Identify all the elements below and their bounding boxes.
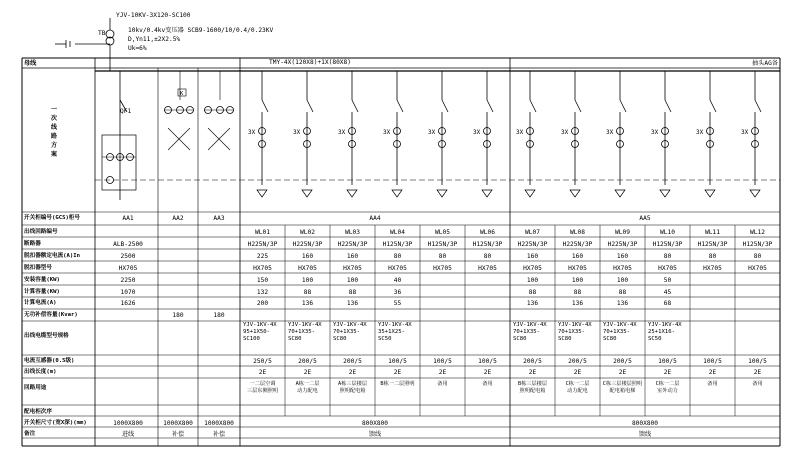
circuit-5-switch (442, 100, 448, 112)
row-label-len: 出线长度(m) (24, 369, 57, 375)
circuit-1-install: 150 (256, 277, 269, 284)
circuit-2-current: 136 (301, 300, 314, 307)
circuit-4-breaker: H125N/3P (382, 241, 413, 248)
circuit-10-len: 2E (663, 369, 672, 376)
scheme-vertical-label: 一 次 线 路 方 案 (50, 106, 57, 158)
circuit-5-len: 2E (438, 369, 447, 376)
circuit-4-install: 40 (393, 277, 402, 284)
circuit-1-len: 2E (258, 369, 267, 376)
circuit-5-arrow (437, 190, 447, 197)
row-label-current: 计算电流(A) (24, 300, 57, 306)
circuit-9-calc: 88 (618, 289, 627, 296)
qf1-label: QF1 (120, 108, 132, 115)
circuit-5-purpose: 备用 (437, 381, 448, 387)
circuit-6-setting: 80 (483, 253, 492, 260)
circuit-8-switch (575, 100, 581, 112)
cabinet-aa2: AA2 (172, 215, 184, 222)
circuit-2-ct-label: 3X (293, 129, 301, 136)
cabinet-aa3: AA3 (213, 215, 225, 222)
circuit-12-purpose: 备用 (752, 381, 763, 387)
circuit-6-ct: 100/5 (478, 358, 497, 365)
row-label-calc: 计算容量(KW) (24, 289, 60, 295)
circuit-3-breaker: H225N/3P (337, 241, 368, 248)
circuit-1-calc: 132 (256, 289, 269, 296)
circuit-2-install: 100 (301, 277, 314, 284)
aa1-dims: 1000X800 (113, 420, 143, 427)
circuit-6-ct-label: 3X (473, 129, 481, 136)
row-label-release: 脱扣器型号 (24, 265, 52, 271)
circuit-4-cable: YJV-1KV-4X 35+1X25- SC50 (378, 322, 412, 342)
circuit-10-setting: 80 (663, 253, 672, 260)
circuit-11-switch (710, 100, 716, 112)
cabinet-aa1: AA1 (122, 215, 134, 222)
circuit-5-ct-label: 3X (428, 129, 436, 136)
busbar-right-label: 抽头AG备 (752, 60, 779, 67)
circuit-4-ct: 100/5 (388, 358, 407, 365)
circuit-9-purpose: C栋三层楼层照明 配电箱电梯 (602, 381, 643, 394)
circuit-8-len: 2E (573, 369, 582, 376)
circuit-10-release: HX705 (658, 265, 677, 272)
transformer-group: D,Yn11,±2X2.5% (128, 36, 181, 43)
circuit-6-purpose: 备用 (482, 381, 493, 387)
circuit-9-len: 2E (618, 369, 627, 376)
circuit-8-release: HX705 (568, 265, 587, 272)
circuit-7-ct: 200/5 (523, 358, 542, 365)
circuit-3-no: WL03 (345, 229, 360, 236)
row-label-install: 安装容量(KW) (24, 277, 60, 283)
circuit-9-switch (620, 100, 626, 112)
circuit-7-ct-label: 3X (516, 129, 524, 136)
circuit-10-switch (665, 100, 671, 112)
circuit-11-breaker: H125N/3P (697, 241, 728, 248)
circuit-6-no: WL06 (480, 229, 495, 236)
circuit-7-release: HX705 (523, 265, 542, 272)
busbar-spec: TMY-4X(120X8)+1X(80X8) (269, 59, 351, 66)
circuit-9-setting: 160 (616, 253, 629, 260)
aa4-note: 馈线 (368, 431, 382, 438)
aa3-note: 补偿 (212, 431, 226, 438)
tb-label: TB (98, 30, 106, 37)
aa5-note: 馈线 (638, 431, 652, 438)
row-label-comp: 无功补偿容量(Kvar) (24, 312, 78, 318)
aa4-dims: 800X800 (361, 420, 389, 427)
circuit-3-calc: 88 (348, 289, 357, 296)
circuit-9-ct: 200/5 (613, 358, 632, 365)
circuit-9-current: 136 (616, 300, 629, 307)
circuit-7-purpose: B栋三层楼层 照明配电箱 (517, 381, 548, 394)
circuit-1-ct-label: 3X (248, 129, 256, 136)
circuit-10-current: 68 (663, 300, 672, 307)
circuit-2-len: 2E (303, 369, 312, 376)
circuit-8-current: 136 (571, 300, 584, 307)
circuit-9-install: 100 (616, 277, 629, 284)
circuit-8-purpose: C栋一二层 动力配电 (565, 381, 590, 394)
circuit-7-install: 100 (526, 277, 539, 284)
circuit-3-ct: 200/5 (343, 358, 362, 365)
circuit-1-arrow (257, 190, 267, 197)
circuit-8-arrow (570, 190, 580, 197)
circuit-3-current: 136 (346, 300, 359, 307)
circuit-9-release: HX705 (613, 265, 632, 272)
circuit-12-ct-label: 3X (741, 129, 749, 136)
transformer-name: 10kv/0.4kv变压器 SCB9-1600/10/0.4/0.23KV (128, 27, 274, 34)
circuit-10-ct-label: 3X (651, 129, 659, 136)
row-label-ct: 电流互感器(0.5级) (24, 358, 75, 364)
circuit-7-cable: YJV-1KV-4X 70+1X35- SC80 (513, 322, 547, 342)
circuit-4-release: HX705 (388, 265, 407, 272)
circuit-5-release: HX705 (433, 265, 452, 272)
circuit-1-no: WL01 (255, 229, 270, 236)
row-label-dims: 开关柜尺寸(宽X深)(mm) (24, 420, 87, 426)
circuit-1-current: 200 (256, 300, 269, 307)
circuit-6-release: HX705 (478, 265, 497, 272)
circuit-3-cable: YJV-1KV-4X 70+1X35- SC80 (333, 322, 367, 342)
circuit-3-purpose: A栋三层楼层 照明配电箱 (337, 381, 368, 394)
row-label-breaker: 断路器 (24, 241, 41, 247)
circuit-4-calc: 36 (393, 289, 402, 296)
circuit-1-release: HX705 (253, 265, 272, 272)
circuit-12-setting: 80 (753, 253, 762, 260)
circuit-7-len: 2E (528, 369, 537, 376)
circuit-11-ct-label: 3X (696, 129, 704, 136)
aa1-calc: 1070 (120, 289, 136, 296)
circuit-3-len: 2E (348, 369, 357, 376)
circuit-8-ct: 200/5 (568, 358, 587, 365)
circuit-11-no: WL11 (705, 229, 720, 236)
circuit-4-purpose: B栋一二层照明 (380, 381, 415, 387)
circuit-8-ct-label: 3X (561, 129, 569, 136)
circuit-10-cable: YJV-1KV-4X 25+1X16- SC50 (648, 322, 682, 342)
circuit-3-ct-label: 3X (338, 129, 346, 136)
cabinet-aa5: AA5 (639, 215, 651, 222)
circuit-12-arrow (750, 190, 760, 197)
circuit-3-setting: 160 (346, 253, 359, 260)
aa1-setting: 2500 (120, 253, 136, 260)
row-label-cable: 出线电缆型号规格 (24, 333, 69, 339)
circuit-6-switch (487, 100, 493, 112)
circuit-11-arrow (705, 190, 715, 197)
circuit-7-setting: 160 (526, 253, 539, 260)
circuit-1-switch (262, 100, 268, 112)
circuit-11-release: HX705 (703, 265, 722, 272)
circuit-12-switch (755, 100, 761, 112)
row-label-setting: 脱扣器额定电流(A)In (24, 253, 80, 259)
circuit-9-arrow (615, 190, 625, 197)
circuit-9-cable: YJV-1KV-4X 70+1X35- SC80 (603, 322, 637, 342)
circuit-7-switch (530, 100, 536, 112)
circuit-2-release: HX705 (298, 265, 317, 272)
circuit-1-purpose: 一二层空调 三层东侧照明 (246, 381, 279, 394)
circuit-10-breaker: H125N/3P (652, 241, 683, 248)
circuit-7-breaker: H225N/3P (517, 241, 548, 248)
row-label-circuit: 出线回路编号 (24, 229, 58, 235)
aa1-note: 进线 (121, 431, 135, 438)
aa5-dims: 800X800 (631, 420, 659, 427)
transformer-uk: Uk=6% (128, 45, 147, 52)
circuit-2-calc: 88 (303, 289, 312, 296)
cabinet-aa4: AA4 (369, 215, 381, 222)
circuit-7-current: 136 (526, 300, 539, 307)
row-label-seq: 配电柜次序 (24, 409, 52, 415)
circuit-8-breaker: H225N/3P (562, 241, 593, 248)
aa1-release: HX705 (118, 265, 138, 272)
circuit-5-setting: 80 (438, 253, 447, 260)
circuit-9-breaker: H225N/3P (607, 241, 638, 248)
k-label: K (180, 91, 184, 97)
aa3-dims: 1000X800 (204, 420, 234, 427)
aa2-comp: 180 (172, 312, 184, 319)
circuit-4-no: WL04 (390, 229, 405, 236)
circuit-3-switch (352, 100, 358, 112)
circuit-2-purpose: A栋一二层 动力配电 (295, 381, 320, 394)
circuit-2-breaker: H225N/3P (292, 241, 323, 248)
circuit-3-install: 100 (346, 277, 359, 284)
circuit-7-calc: 88 (528, 289, 537, 296)
circuit-6-arrow (482, 190, 492, 197)
incoming-cable-label: YJV-10KV-3X120-SC100 (116, 12, 191, 19)
circuit-4-ct-label: 3X (383, 129, 391, 136)
circuit-11-setting: 80 (708, 253, 717, 260)
aa2-note: 补偿 (171, 431, 185, 438)
circuit-7-no: WL07 (525, 229, 540, 236)
circuit-4-len: 2E (393, 369, 402, 376)
circuit-12-len: 2E (753, 369, 762, 376)
circuit-6-breaker: H125N/3P (472, 241, 503, 248)
circuit-1-setting: 225 (256, 253, 269, 260)
aa3-comp: 180 (213, 312, 225, 319)
circuit-2-setting: 160 (301, 253, 314, 260)
circuit-12-breaker: H125N/3P (742, 241, 773, 248)
circuit-2-no: WL02 (300, 229, 315, 236)
circuit-5-breaker: H125N/3P (427, 241, 458, 248)
circuit-10-arrow (660, 190, 670, 197)
circuit-2-switch (307, 100, 313, 112)
row-label-note: 备注 (24, 431, 36, 437)
circuit-2-cable: YJV-1KV-4X 70+1X35- SC80 (288, 322, 322, 342)
aa1-install: 2250 (120, 277, 136, 284)
circuit-10-calc: 45 (663, 289, 672, 296)
circuit-12-release: HX705 (748, 265, 767, 272)
circuit-8-calc: 88 (573, 289, 582, 296)
circuit-8-cable: YJV-1KV-4X 70+1X35- SC80 (558, 322, 592, 342)
circuit-9-ct-label: 3X (606, 129, 614, 136)
circuit-4-switch (397, 100, 403, 112)
circuit-4-setting: 80 (393, 253, 402, 260)
circuit-9-no: WL09 (615, 229, 630, 236)
circuit-1-ct: 250/5 (253, 358, 272, 365)
circuit-8-setting: 160 (571, 253, 584, 260)
aa1-current: 1626 (120, 300, 136, 307)
circuit-11-purpose: 备用 (707, 381, 718, 387)
circuit-4-arrow (392, 190, 402, 197)
circuit-6-len: 2E (483, 369, 492, 376)
circuit-12-no: WL12 (750, 229, 765, 236)
circuit-8-no: WL08 (570, 229, 585, 236)
circuit-1-cable: YJV-1KV-4X 95+1X50- SC100 (243, 322, 277, 342)
aa1-breaker: ALB-2500 (113, 241, 143, 248)
circuit-8-install: 100 (571, 277, 584, 284)
circuit-3-arrow (347, 190, 357, 197)
row-label-cabinet: 开关柜编号(GCS)柜号 (24, 215, 80, 221)
circuit-10-install: 50 (663, 277, 672, 284)
circuit-12-ct: 100/5 (748, 358, 767, 365)
circuit-2-arrow (302, 190, 312, 197)
circuit-10-ct: 100/5 (658, 358, 677, 365)
circuit-10-purpose: C栋一二层 室外动力 (655, 381, 680, 394)
circuit-10-no: WL10 (660, 229, 675, 236)
aa2-dims: 1000X800 (163, 420, 193, 427)
circuit-11-ct: 100/5 (703, 358, 722, 365)
circuit-5-ct: 100/5 (433, 358, 452, 365)
circuit-7-arrow (525, 190, 535, 197)
circuit-3-release: HX705 (343, 265, 362, 272)
circuit-11-len: 2E (708, 369, 717, 376)
busbar-left-label: 母线 (24, 60, 37, 67)
circuit-4-current: 55 (393, 300, 402, 307)
circuit-1-breaker: H225N/3P (247, 241, 278, 248)
circuit-5-no: WL05 (435, 229, 450, 236)
circuit-2-ct: 200/5 (298, 358, 317, 365)
row-label-purpose: 回路用途 (24, 385, 47, 391)
